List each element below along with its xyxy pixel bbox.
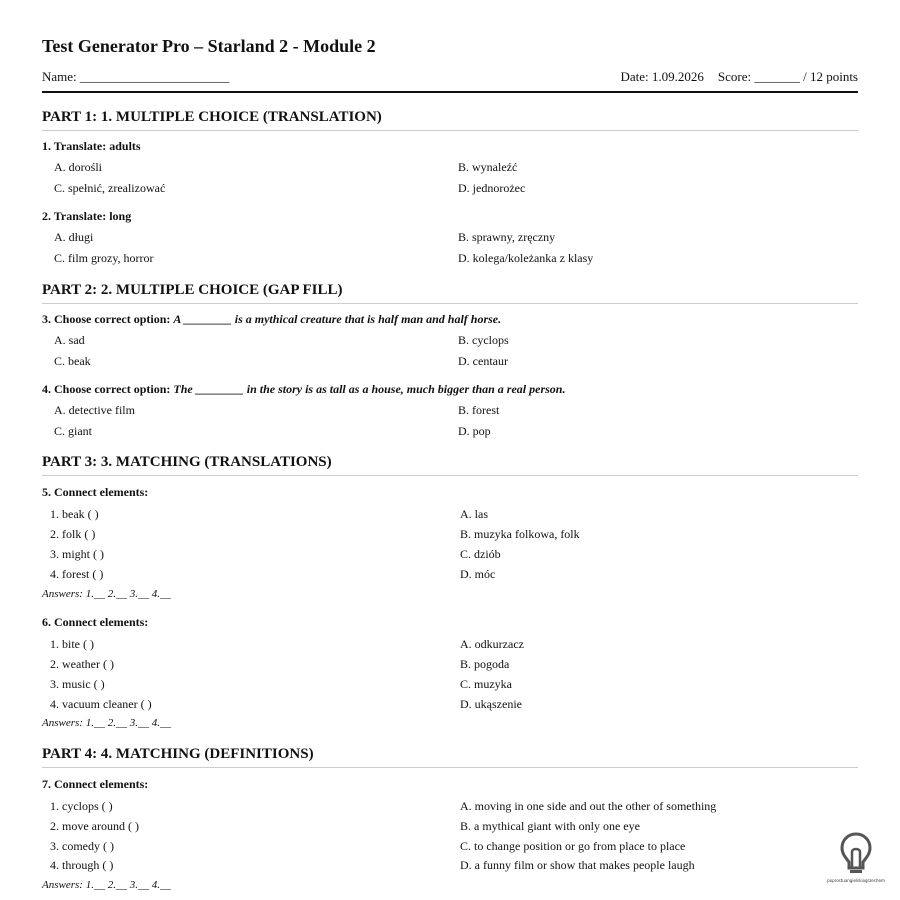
question-4-sentence: The ________ in the story is as tall as a house, much bigger than a real person. — [173, 382, 566, 396]
part-4-title: PART 4: 4. MATCHING (DEFINITIONS) — [42, 746, 858, 768]
question-6-right-item: D. ukąszenie — [460, 697, 522, 711]
question-1-option-b[interactable]: B. wynaleźć — [458, 160, 518, 174]
question-5-right-item: C. dziób — [460, 547, 501, 561]
question-5-answers[interactable]: Answers: 1.__ 2.__ 3.__ 4.__ — [42, 588, 171, 600]
question-6-prompt: 6. Connect elements: — [42, 615, 149, 629]
part-1-title: PART 1: 1. MULTIPLE CHOICE (TRANSLATION) — [42, 109, 858, 131]
question-5-left-item: 3. might ( ) — [50, 547, 104, 561]
question-6-right-item: B. pogoda — [460, 657, 510, 671]
question-6-answers[interactable]: Answers: 1.__ 2.__ 3.__ 4.__ — [42, 717, 171, 729]
logo-text: poprostuangielskiogrzechem — [827, 878, 885, 883]
question-7-right-item: A. moving in one side and out the other of something — [460, 799, 717, 813]
question-7-left-item: 3. comedy ( ) — [50, 839, 114, 853]
question-1-option-d[interactable]: D. jednorożec — [458, 181, 526, 195]
part-3-title: PART 3: 3. MATCHING (TRANSLATIONS) — [42, 454, 858, 476]
question-6-right-item: C. muzyka — [460, 677, 512, 691]
question-5-right-item: A. las — [460, 507, 488, 521]
question-3-option-d[interactable]: D. centaur — [458, 354, 508, 368]
question-2-option-b[interactable]: B. sprawny, zręczny — [458, 230, 556, 244]
question-7-left-item: 4. through ( ) — [50, 858, 114, 872]
date-label: Date: 1.09.2026 — [620, 69, 704, 84]
question-5-right-item: B. muzyka folkowa, folk — [460, 527, 580, 541]
question-3-option-a[interactable]: A. sad — [54, 333, 85, 347]
question-4-option-a[interactable]: A. detective film — [54, 403, 135, 417]
question-5-right-item: D. móc — [460, 567, 496, 581]
question-4-label: 4. Choose correct option: — [42, 382, 171, 396]
name-field-label: Name: _______________________ — [42, 69, 230, 84]
date-score-group — [620, 69, 858, 85]
page-title: Test Generator Pro – Starland 2 - Module 2 — [42, 36, 376, 56]
question-2-option-d[interactable]: D. kolega/koleżanka z klasy — [458, 251, 594, 265]
question-1-option-c[interactable]: C. spełnić, zrealizować — [54, 181, 166, 195]
question-1-prompt: 1. Translate: adults — [42, 139, 141, 153]
score-label: Score: _______ / 12 points — [717, 69, 858, 84]
question-1-option-a[interactable]: A. dorośli — [54, 160, 102, 174]
question-6-left-item: 4. vacuum cleaner ( ) — [50, 697, 152, 711]
question-4-prompt — [42, 382, 565, 397]
question-5-prompt: 5. Connect elements: — [42, 485, 149, 499]
question-5-left-item: 2. folk ( ) — [50, 527, 96, 541]
question-3-option-b[interactable]: B. cyclops — [458, 333, 509, 347]
question-5-left-item: 1. beak ( ) — [50, 507, 99, 521]
question-6-left-item: 3. music ( ) — [50, 677, 105, 691]
question-4-option-c[interactable]: C. giant — [54, 424, 92, 438]
question-4-option-b[interactable]: B. forest — [458, 403, 500, 417]
question-7-right-item: B. a mythical giant with only one eye — [460, 819, 640, 833]
question-7-left-item: 1. cyclops ( ) — [50, 799, 113, 813]
question-4-option-d[interactable]: D. pop — [458, 424, 491, 438]
question-3-sentence: A ________ is a mythical creature that is half man and half horse. — [173, 312, 502, 326]
question-7-prompt: 7. Connect elements: — [42, 777, 149, 791]
question-6-right-item: A. odkurzacz — [460, 637, 524, 651]
question-3-label: 3. Choose correct option: — [42, 312, 171, 326]
question-2-option-c[interactable]: C. film grozy, horror — [54, 251, 154, 265]
question-6-left-item: 1. bite ( ) — [50, 637, 94, 651]
question-2-option-a[interactable]: A. długi — [54, 230, 94, 244]
question-2-prompt: 2. Translate: long — [42, 209, 132, 223]
question-3-option-c[interactable]: C. beak — [54, 354, 91, 368]
question-5-left-item: 4. forest ( ) — [50, 567, 104, 581]
lightbulb-icon — [826, 832, 886, 876]
question-7-right-item: C. to change position or go from place to place — [460, 839, 686, 853]
question-7-answers[interactable]: Answers: 1.__ 2.__ 3.__ 4.__ — [42, 879, 171, 891]
part-2-title: PART 2: 2. MULTIPLE CHOICE (GAP FILL) — [42, 282, 858, 304]
brand-logo — [826, 832, 886, 888]
header-divider — [42, 91, 858, 93]
question-7-right-item: D. a funny film or show that makes people laugh — [460, 858, 695, 872]
question-3-prompt — [42, 312, 501, 327]
question-7-left-item: 2. move around ( ) — [50, 819, 139, 833]
question-6-left-item: 2. weather ( ) — [50, 657, 114, 671]
